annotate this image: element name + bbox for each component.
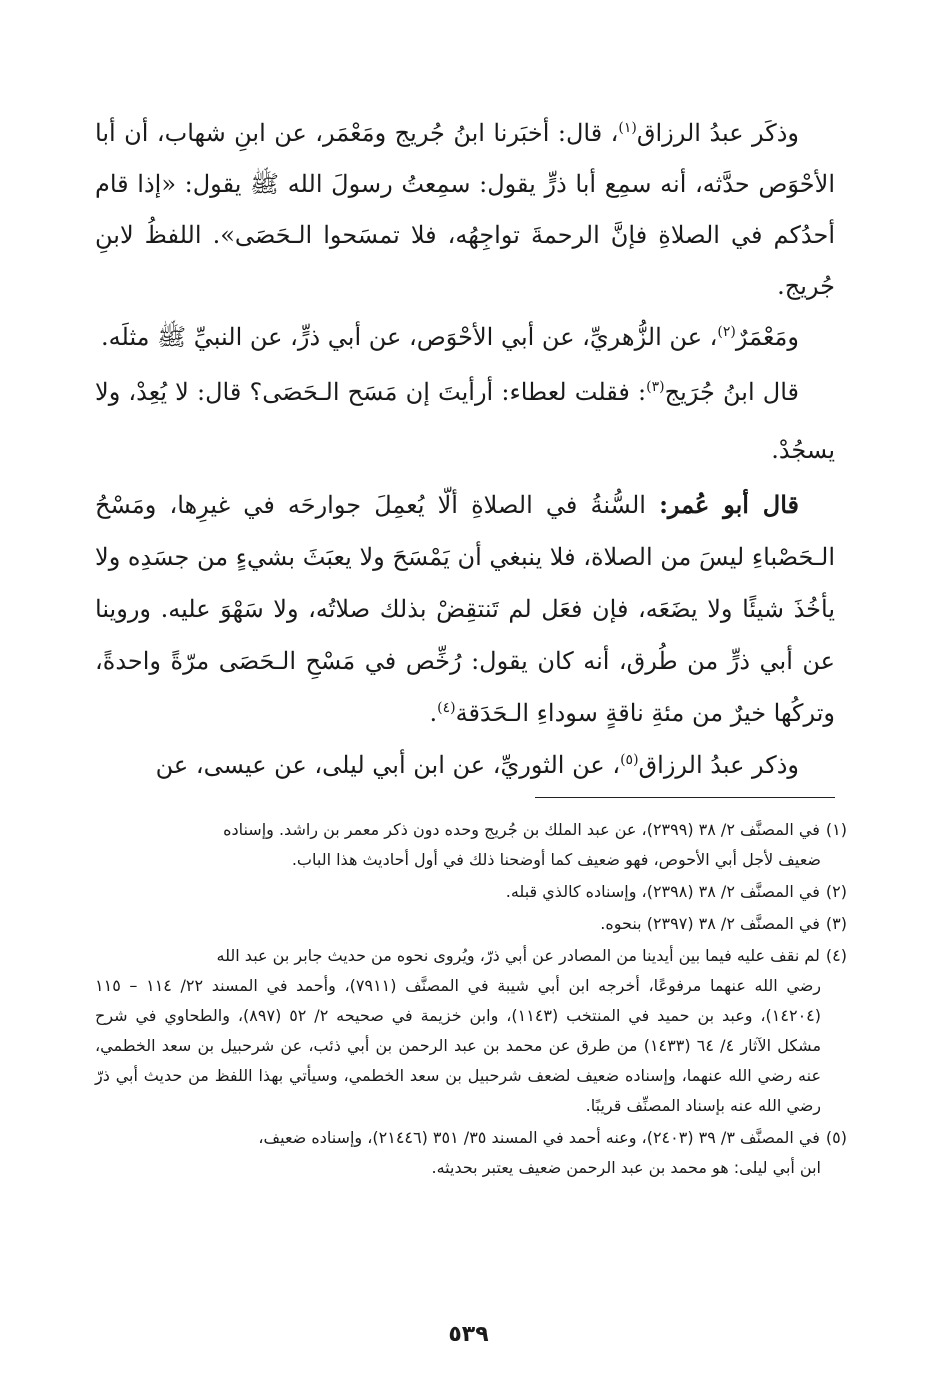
page-number: ٥٣٩: [448, 1322, 489, 1347]
footnote-text: في المصنَّف ٢/ ٣٨ (٢٣٩٨)، وإسناده كالذي قبله.: [505, 882, 820, 901]
paragraph-1: [95, 108, 835, 312]
footnote-divider: [535, 797, 835, 798]
footnote-text: في المصنَّف ٢/ ٣٨ (٢٣٩٩)، عن عبد الملك بن جُريج وحده دون ذكر معمر بن راشد. وإسناده: [223, 820, 820, 839]
footnote-continuation: رضي الله عنهما مرفوعًا، أخرجه ابن أبي شيبة في المصنَّف (٧٩١١)، وأحمد في المسند ٢٢/ ١١٤ – ١١٥ (١٤٢٠٤)، وعبد بن حميد في المنتخب (١١٤٣)، وابن خزيمة في صحيحه ٢/ ٥٢ (٨٩٧)، والطحاوي في شرح مشكل الآثار ٤/ ٦٤ (١٤٣٣) من طرق عن محمد بن عبد الرحمن بن أبي ذئب، عن شرحبيل بن سعد الخطمي، عنه رضي الله عنهما، وإسناده ضعيف لضعف شرحبيل بن سعد الخطمي، وسيأتي بهذا اللفظ من حديث أبي ذرّ رضي الله عنه بإسناد المصنِّف قريبًا.: [95, 976, 822, 1115]
paragraph-5: [95, 739, 835, 791]
paragraph-text: قال ابنُ جُرَيج: [664, 378, 799, 406]
footnote-number: (٣): [825, 914, 847, 933]
paragraph-text: وذكَر عبدُ الرزاق: [636, 119, 800, 147]
footnote-4: [95, 941, 847, 1121]
paragraph-text: السُّنةُ في الصلاةِ ألّا يُعمِلَ جوارحَه في غيرِها، ومَسْحُ الـحَصْباءِ ليسَ من الصلاة، فلا ينبغي أن يَمْسَحَ ولا يعبَثَ بشيءٍ من جسَدِه ولا يأخُذَ شيئًا ولا يضَعَه، فإن فعَل لم تَنتقِضْ بذلك صلاتُه، ولا سَهْوَ عليه. وروينا عن أبي ذرٍّ من طُرق، أنه كان يقول: رُخِّص في مَسْحِ الـحَصَى مرّةً واحدةً، وتركُها خيرٌ من مئةِ ناقةٍ سوداءِ الـحَدَقة: [95, 491, 835, 727]
paragraph-text: ، عن الثوريِّ، عن ابن أبي ليلى، عن عيسى، عن: [155, 751, 621, 779]
footnote-ref-1: (١): [618, 120, 637, 136]
footnote-number: (٤): [825, 946, 847, 965]
footnote-number: (٥): [825, 1128, 847, 1147]
footnote-number: (١): [825, 820, 847, 839]
footnote-number: (٢): [825, 882, 847, 901]
main-text: [95, 108, 835, 791]
footnote-text: في المصنَّف ٣/ ٣٩ (٢٤٠٣)، وعنه أحمد في المسند ٣٥/ ٣٥١ (٢١٤٤٦)، وإسناده ضعيف،: [258, 1128, 820, 1147]
footnote-text: لم نقف عليه فيما بين أيدينا من المصادر عن أبي ذرّ، ويُروى نحوه من حديث جابر بن عبد الله: [216, 946, 820, 965]
footnote-1: [95, 815, 847, 875]
paragraph-4: [95, 479, 835, 739]
footnote-5: [95, 1123, 847, 1183]
paragraph-lead: قال أبو عُمر:: [659, 490, 799, 519]
paragraph-text: ومَعْمَرٌ: [735, 323, 799, 351]
paragraph-2: [95, 312, 835, 363]
paragraph-text: : فقلت لعطاء: أرأيتَ إن مَسَح الـحَصَى؟ قال: لا يُعِدْ، ولا يسجُدْ.: [95, 378, 835, 464]
footnote-continuation: ضعيف لأجل أبي الأحوص، فهو ضعيف كما أوضحنا ذلك في أول أحاديث هذا الباب.: [291, 850, 821, 869]
footnote-3: [95, 909, 847, 939]
paragraph-text: ، قال: أخبَرنا ابنُ جُريج ومَعْمَر، عن ابنِ شهاب، أن أبا الأحْوَص حدَّثه، أنه سمِع أبا ذرٍّ يقول: سمِعتُ رسولَ الله ﷺ يقول: «إذا قام أحدُكم في الصلاةِ فإنَّ الرحمةَ تواجِهُه، فلا تمسَحوا الـحَصَى». اللفظُ لابنِ جُريج.: [95, 119, 835, 300]
paragraph-text: .: [429, 699, 438, 727]
footnotes: [95, 815, 847, 1185]
footnote-continuation: ابن أبي ليلى: هو محمد بن عبد الرحمن ضعيف يعتبر بحديثه.: [431, 1158, 821, 1177]
paragraph-3: [95, 363, 835, 479]
footnote-ref-2: (٢): [717, 324, 736, 340]
footnote-text: في المصنَّف ٢/ ٣٨ (٢٣٩٧) بنحوه.: [600, 914, 820, 933]
paragraph-text: وذكر عبدُ الرزاق: [638, 751, 799, 779]
footnote-ref-5: (٥): [620, 752, 639, 768]
footnote-ref-3: (٣): [646, 379, 665, 395]
footnote-ref-4: (٤): [437, 700, 456, 716]
footnote-2: [95, 877, 847, 907]
paragraph-text: ، عن الزُّهريِّ، عن أبي الأحْوَص، عن أبي ذرٍّ، عن النبيِّ ﷺ مثلَه.: [101, 323, 718, 351]
